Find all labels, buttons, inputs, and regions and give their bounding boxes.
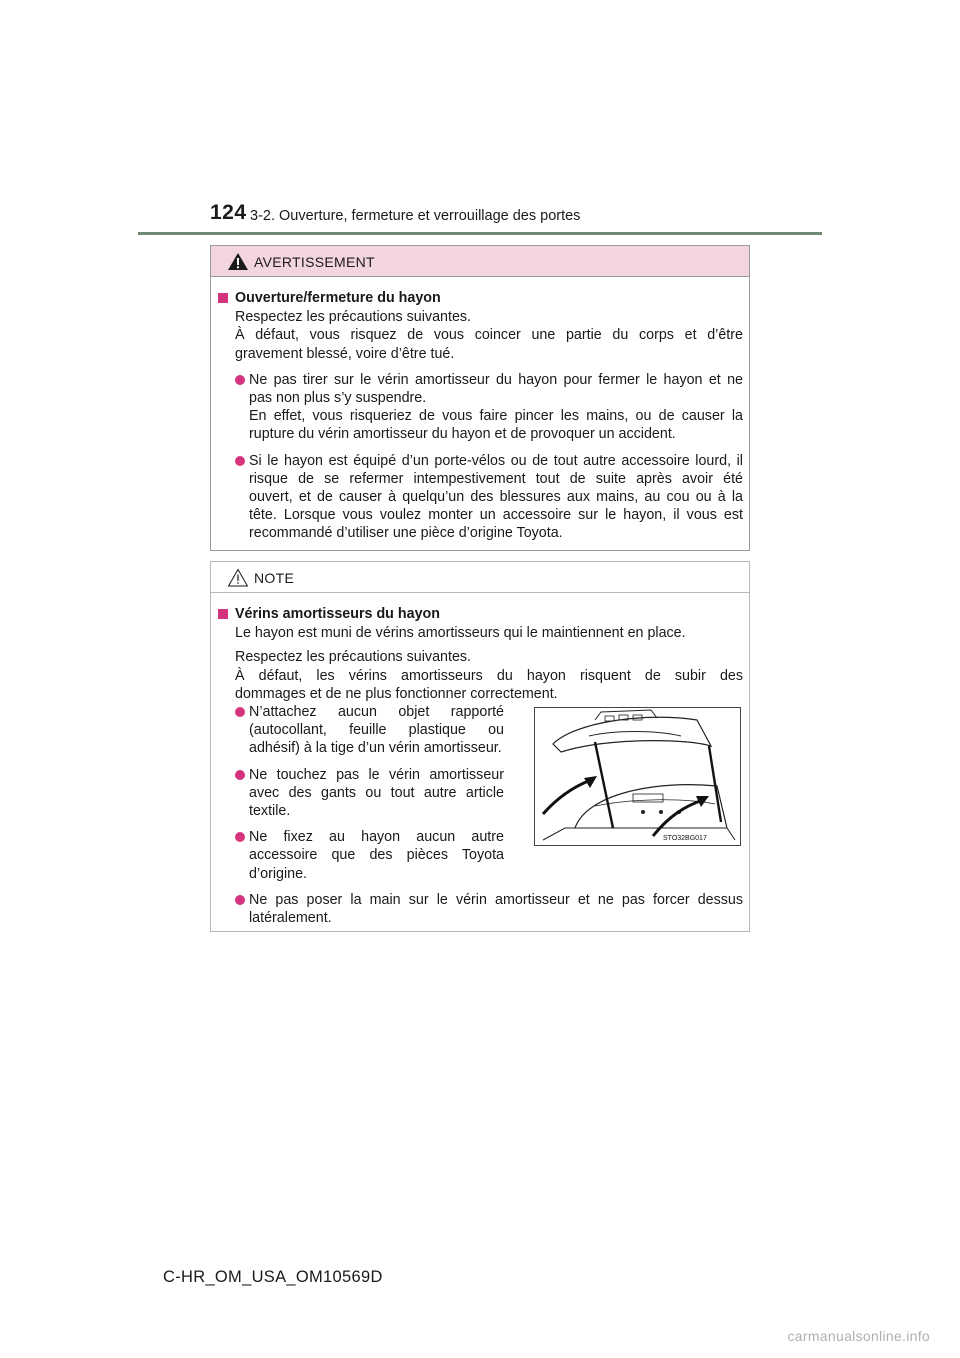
note-box xyxy=(210,561,750,932)
warning-title-text: Ouverture/fermeture du hayon xyxy=(235,290,441,306)
text-line: adhésif) à la tige d’un vérin amortisseur. xyxy=(249,740,502,757)
text-line: À défaut, les vérins amortisseurs du hayon risquent de subir des xyxy=(235,667,743,684)
text-line: Respectez les précautions suivantes. xyxy=(235,649,472,666)
note-header xyxy=(211,562,749,593)
section-title: 3-2. Ouverture, fermeture et verrouillage des portes xyxy=(250,208,581,224)
note-bullet xyxy=(218,703,504,758)
note-label: NOTE xyxy=(254,570,295,586)
round-bullet-icon xyxy=(235,832,245,842)
text-line: textile. xyxy=(249,803,291,820)
text-line: N’attachez aucun objet rapporté xyxy=(249,704,504,721)
watermark: carmanualsonline.info xyxy=(787,1328,930,1344)
text-line: Ne pas tirer sur le vérin amortisseur du hayon pour fermer le hayon et ne xyxy=(249,371,743,388)
text-line: Ne pas poser la main sur le vérin amortisseur et ne pas forcer dessus xyxy=(249,891,743,908)
note-bullet xyxy=(218,828,504,883)
text-line: recommandé d’utiliser une pièce d’origine Toyota. xyxy=(249,525,563,542)
text-line: Ne touchez pas le vérin amortisseur xyxy=(249,766,504,783)
text-line: latéralement. xyxy=(249,910,332,927)
text-line: gravement blessé, voire d’être tué. xyxy=(235,345,455,362)
text-line: risque de se refermer intempestivement tout de suite après avoir été xyxy=(249,470,743,487)
round-bullet-icon xyxy=(235,456,245,466)
warning-header xyxy=(211,246,749,277)
round-bullet-icon xyxy=(235,707,245,717)
text-line: pas non plus s’y suspendre. xyxy=(249,390,427,407)
note-body xyxy=(211,593,749,927)
warning-triangle-icon xyxy=(227,252,249,271)
text-line: rupture du vérin amortisseur du hayon et de provoquer un accident. xyxy=(249,426,676,443)
text-line: Ne fixez au hayon aucun autre xyxy=(249,829,504,846)
note-precautions xyxy=(218,648,743,703)
text-line: En effet, vous risqueriez de vous faire pincer les mains, ou de causer la xyxy=(249,408,743,425)
warning-label: AVERTISSEMENT xyxy=(254,254,375,270)
header-rule xyxy=(138,232,822,235)
round-bullet-icon xyxy=(235,895,245,905)
text-line: accessoire que des pièces Toyota xyxy=(249,847,504,864)
warning-bullet xyxy=(218,371,743,444)
warning-body xyxy=(211,277,749,543)
text-line: Respectez les précautions suivantes. xyxy=(235,309,472,326)
text-line: Si le hayon est équipé d’un porte-vélos ou de tout autre accessoire lourd, il xyxy=(249,452,743,469)
square-bullet-icon xyxy=(218,609,228,619)
note-section-title xyxy=(218,605,743,623)
document-code: C-HR_OM_USA_OM10569D xyxy=(163,1268,383,1286)
note-title-text: Vérins amortisseurs du hayon xyxy=(235,606,440,622)
text-line: ouvert, et de causer à quelqu’un des blessures aux mains, au cou ou à la xyxy=(249,489,743,506)
text-line: avec des gants ou tout autre article xyxy=(249,784,504,801)
page-header xyxy=(0,0,960,240)
warning-box xyxy=(210,245,750,551)
note-split xyxy=(218,703,743,883)
text-line: dommages et de ne plus fonctionner correctement. xyxy=(235,685,558,702)
text-line: d’origine. xyxy=(249,865,308,882)
text-line: tête. Lorsque vous voulez monter un accessoire sur le hayon, il vous est xyxy=(249,507,743,524)
note-intro xyxy=(218,624,743,642)
note-bullet xyxy=(218,766,504,821)
square-bullet-icon xyxy=(218,293,228,303)
round-bullet-icon xyxy=(235,375,245,385)
text-line: (autocollant, feuille plastique ou xyxy=(249,722,504,739)
note-bullet xyxy=(218,891,743,927)
warning-bullet xyxy=(218,452,743,543)
caution-triangle-icon xyxy=(227,568,249,587)
text-line: À défaut, vous risquez de vous coincer une partie du corps et d’être xyxy=(235,327,743,344)
note-left-column xyxy=(218,703,504,883)
page-number: 124 xyxy=(210,201,247,224)
tailgate-struts-illustration xyxy=(534,707,741,846)
text-line: Le hayon est muni de vérins amortisseurs qui le maintiennent en place. xyxy=(235,625,686,642)
warning-section-title xyxy=(218,289,743,307)
warning-intro xyxy=(218,308,743,363)
figure-code: STO32BG017 xyxy=(663,835,707,843)
round-bullet-icon xyxy=(235,770,245,780)
